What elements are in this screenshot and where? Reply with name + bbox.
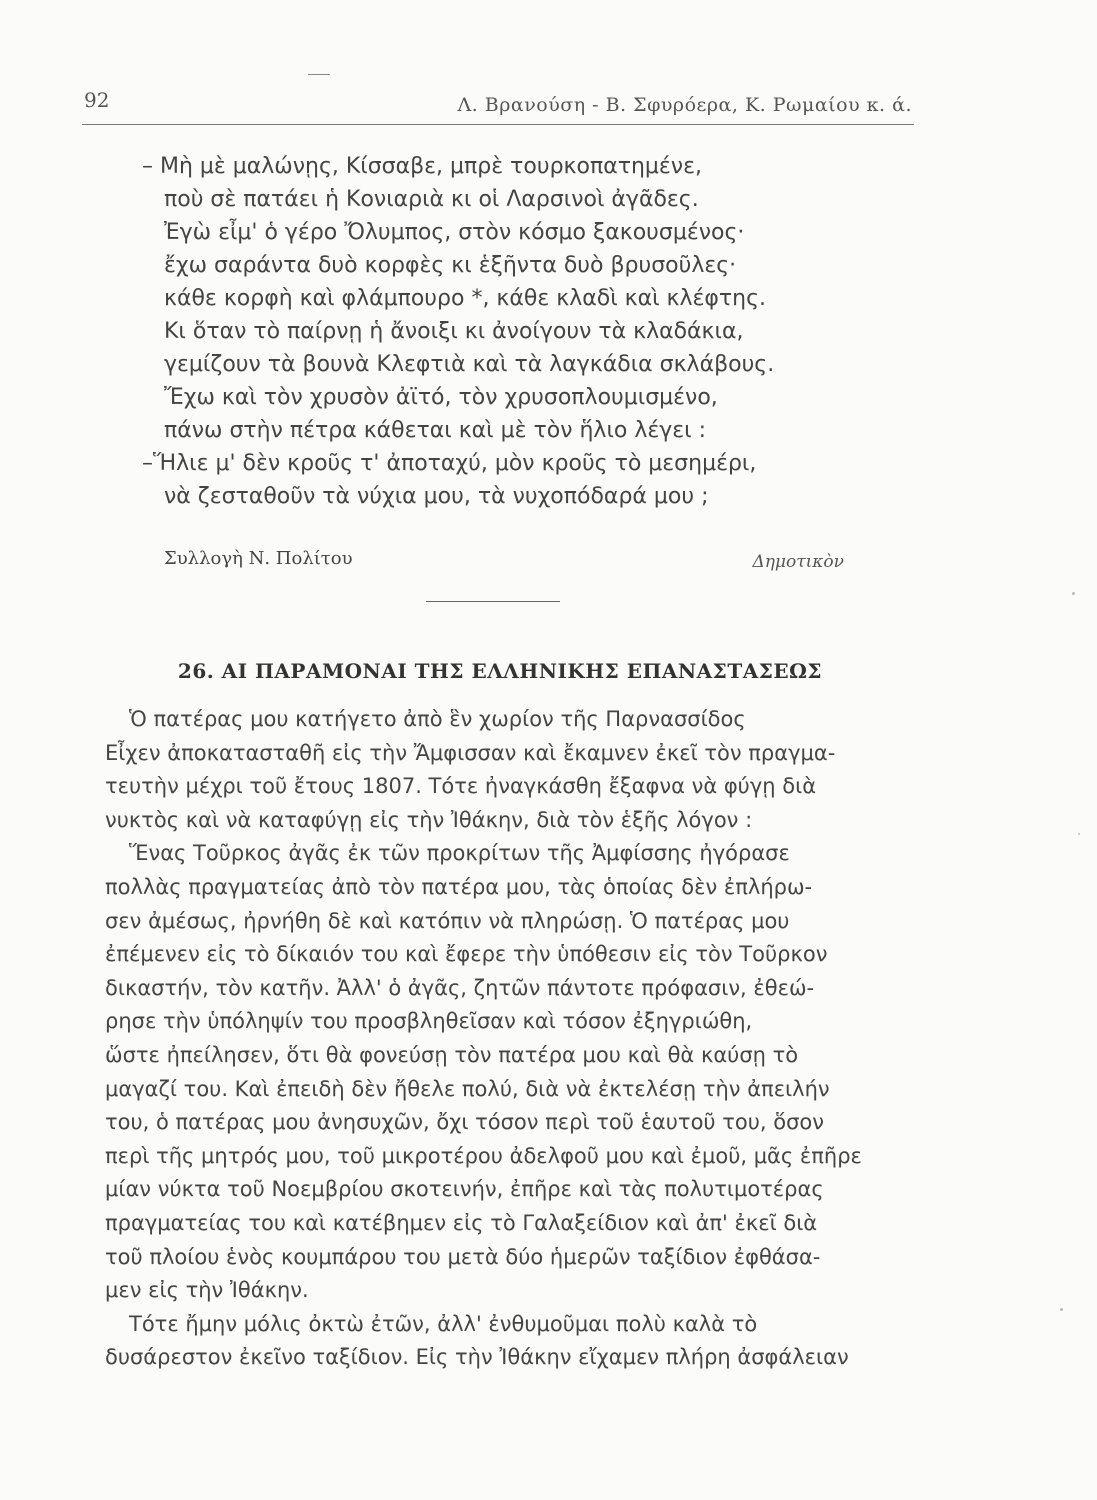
- poem-line: – Μὴ μὲ μαλώνῃς, Κίσσαβε, μπρὲ τουρκοπατημένε,: [142, 154, 702, 179]
- paper-speck: [1072, 592, 1075, 595]
- prose-line: μαγαζί του. Καὶ ἐπειδὴ δὲν ἤθελε πολύ, διὰ νὰ ἐκτελέσῃ τὴν ἀπειλήν: [105, 1076, 830, 1101]
- prose-line: τευτὴν μέχρι τοῦ ἔτους 1807. Τότε ἠναγκάσθη ἔξαφνα νὰ φύγῃ διὰ: [105, 774, 817, 799]
- prose-line: δυσάρεστον ἐκεῖνο ταξίδιον. Εἰς τὴν Ἰθάκην εἴχαμεν πλήρη ἀσφάλειαν: [105, 1345, 849, 1370]
- page-number: 92: [84, 88, 110, 112]
- section-divider: [426, 601, 560, 602]
- prose-line: πραγματείας του καὶ κατέβημεν εἰς τὸ Γαλαξείδιον καὶ ἀπ' ἐκεῖ διὰ: [105, 1210, 818, 1235]
- poem-line: Κι ὅταν τὸ παίρνῃ ἡ ἄνοιξι κι ἀνοίγουν τὰ κλαδάκια,: [164, 319, 744, 344]
- source-attribution: [164, 542, 854, 572]
- poem-line: –Ἥλιε μ' δὲν κροῦς τ' ἀποταχύ, μὸν κροῦς τὸ μεσημέρι,: [142, 451, 757, 476]
- prose-line: μίαν νύκτα τοῦ Νοεμβρίου σκοτεινήν, ἐπῆρε καὶ τὰς πολυτιμοτέρας: [105, 1177, 824, 1202]
- header-rule: [82, 124, 914, 125]
- poem: [142, 150, 912, 513]
- prose-line: ἐπέμενεν εἰς τὸ δίκαιόν του καὶ ἔφερε τὴν ὑπόθεσιν εἰς τὸν Τοῦρκον: [105, 942, 828, 967]
- prose-line: μεν εἰς τὴν Ἰθάκην.: [105, 1278, 309, 1303]
- paper-speck: [1078, 833, 1080, 835]
- prose-line: τοῦ πλοίου ἑνὸς κουμπάρου του μετὰ δύο ἡμερῶν ταξίδιον ἐφθάσα-: [105, 1244, 821, 1269]
- poem-line: κάθε κορφὴ καὶ φλάμπουρο *, κάθε κλαδὶ καὶ κλέφτης.: [164, 286, 767, 311]
- prose-line: του, ὁ πατέρας μου ἀνησυχῶν, ὄχι τόσον περὶ τοῦ ἑαυτοῦ του, ὅσον: [105, 1110, 824, 1135]
- poem-line: γεμίζουν τὰ βουνὰ Κλεφτιὰ καὶ τὰ λαγκάδια σκλάβους.: [164, 352, 775, 377]
- source-collection: Συλλογὴ Ν. Πολίτου: [164, 548, 353, 569]
- prose-line: Τότε ἤμην μόλις ὀκτὼ ἐτῶν, ἀλλ' ἐνθυμοῦμαι πολὺ καλὰ τὸ: [129, 1311, 758, 1336]
- prose-line: ὥστε ἠπείλησεν, ὅτι θὰ φονεύσῃ τὸν πατέρα μου καὶ θὰ καύσῃ τὸ: [105, 1042, 799, 1067]
- source-genre: Δημοτικὸν: [752, 552, 844, 572]
- running-head: Λ. Βρανούση - Β. Σφυρόερα, Κ. Ρωμαίου κ. ά.: [457, 94, 912, 116]
- prose-line: πολλὰς πραγματείας ἀπὸ τὸν πατέρα μου, τὰς ὁποίας δὲν ἐπλήρω-: [105, 874, 813, 899]
- page-header: [82, 84, 912, 124]
- poem-line: νὰ ζεσταθοῦν τὰ νύχια μου, τὰ νυχοπόδαρά μου ;: [164, 484, 709, 509]
- prose-line: Ὁ πατέρας μου κατήγετο ἀπὸ ἓν χωρίον τῆς Παρνασσίδος: [129, 707, 746, 731]
- prose-line: ρησε τὴν ὑπόληψίν του προσβληθεῖσαν καὶ τόσον ἐξηγριώθη,: [105, 1009, 753, 1034]
- prose-line: περὶ τῆς μητρός μου, τοῦ μικροτέρου ἀδελφοῦ μου καὶ ἐμοῦ, μᾶς ἐπῆρε: [105, 1143, 862, 1168]
- poem-line: ἔχω σαράντα δυὸ κορφὲς κι ἑξῆντα δυὸ βρυσοῦλες·: [164, 253, 737, 278]
- poem-line: πάνω στὴν πέτρα κάθεται καὶ μὲ τὸν ἥλιο λέγει :: [164, 418, 707, 443]
- paper-speck: [1060, 1308, 1063, 1311]
- print-mark: [308, 74, 330, 75]
- prose-line: δικαστήν, τὸν κατῆν. Ἀλλ' ὁ ἀγᾶς, ζητῶν πάντοτε πρόφασιν, ἐθεώ-: [105, 975, 815, 1000]
- prose-line: σεν ἀμέσως, ἠρνήθη δὲ καὶ κατόπιν νὰ πληρώσῃ. Ὁ πατέρας μου: [105, 908, 790, 933]
- poem-line: Ἔχω καὶ τὸν χρυσὸν ἀϊτό, τὸν χρυσοπλουμισμένο,: [164, 385, 718, 410]
- prose-line: νυκτὸς καὶ νὰ καταφύγῃ εἰς τὴν Ἰθάκην, διὰ τὸν ἑξῆς λόγον :: [105, 807, 753, 832]
- prose-line: Ἕνας Τοῦρκος ἀγᾶς ἐκ τῶν προκρίτων τῆς Ἀμφίσσης ἠγόρασε: [129, 841, 790, 866]
- poem-line: Ἐγὼ εἶμ' ὁ γέρο Ὄλυμπος, στὸν κόσμο ξακουσμένος·: [164, 220, 745, 245]
- prose-line: Εἶχεν ἀποκατασταθῆ εἰς τὴν Ἄμφισσαν καὶ ἔκαμνεν ἐκεῖ τὸν πραγμα-: [105, 740, 836, 765]
- poem-line: ποὺ σὲ πατάει ἡ Κονιαριὰ κι οἱ Λαρσινοὶ ἀγᾶδες.: [164, 187, 699, 212]
- prose-body: [105, 703, 905, 1375]
- section-title: 26. ΑΙ ΠΑΡΑΜΟΝΑΙ ΤΗΣ ΕΛΛΗΝΙΚΗΣ ΕΠΑΝΑΣΤΑΣΕΩΣ: [177, 659, 823, 683]
